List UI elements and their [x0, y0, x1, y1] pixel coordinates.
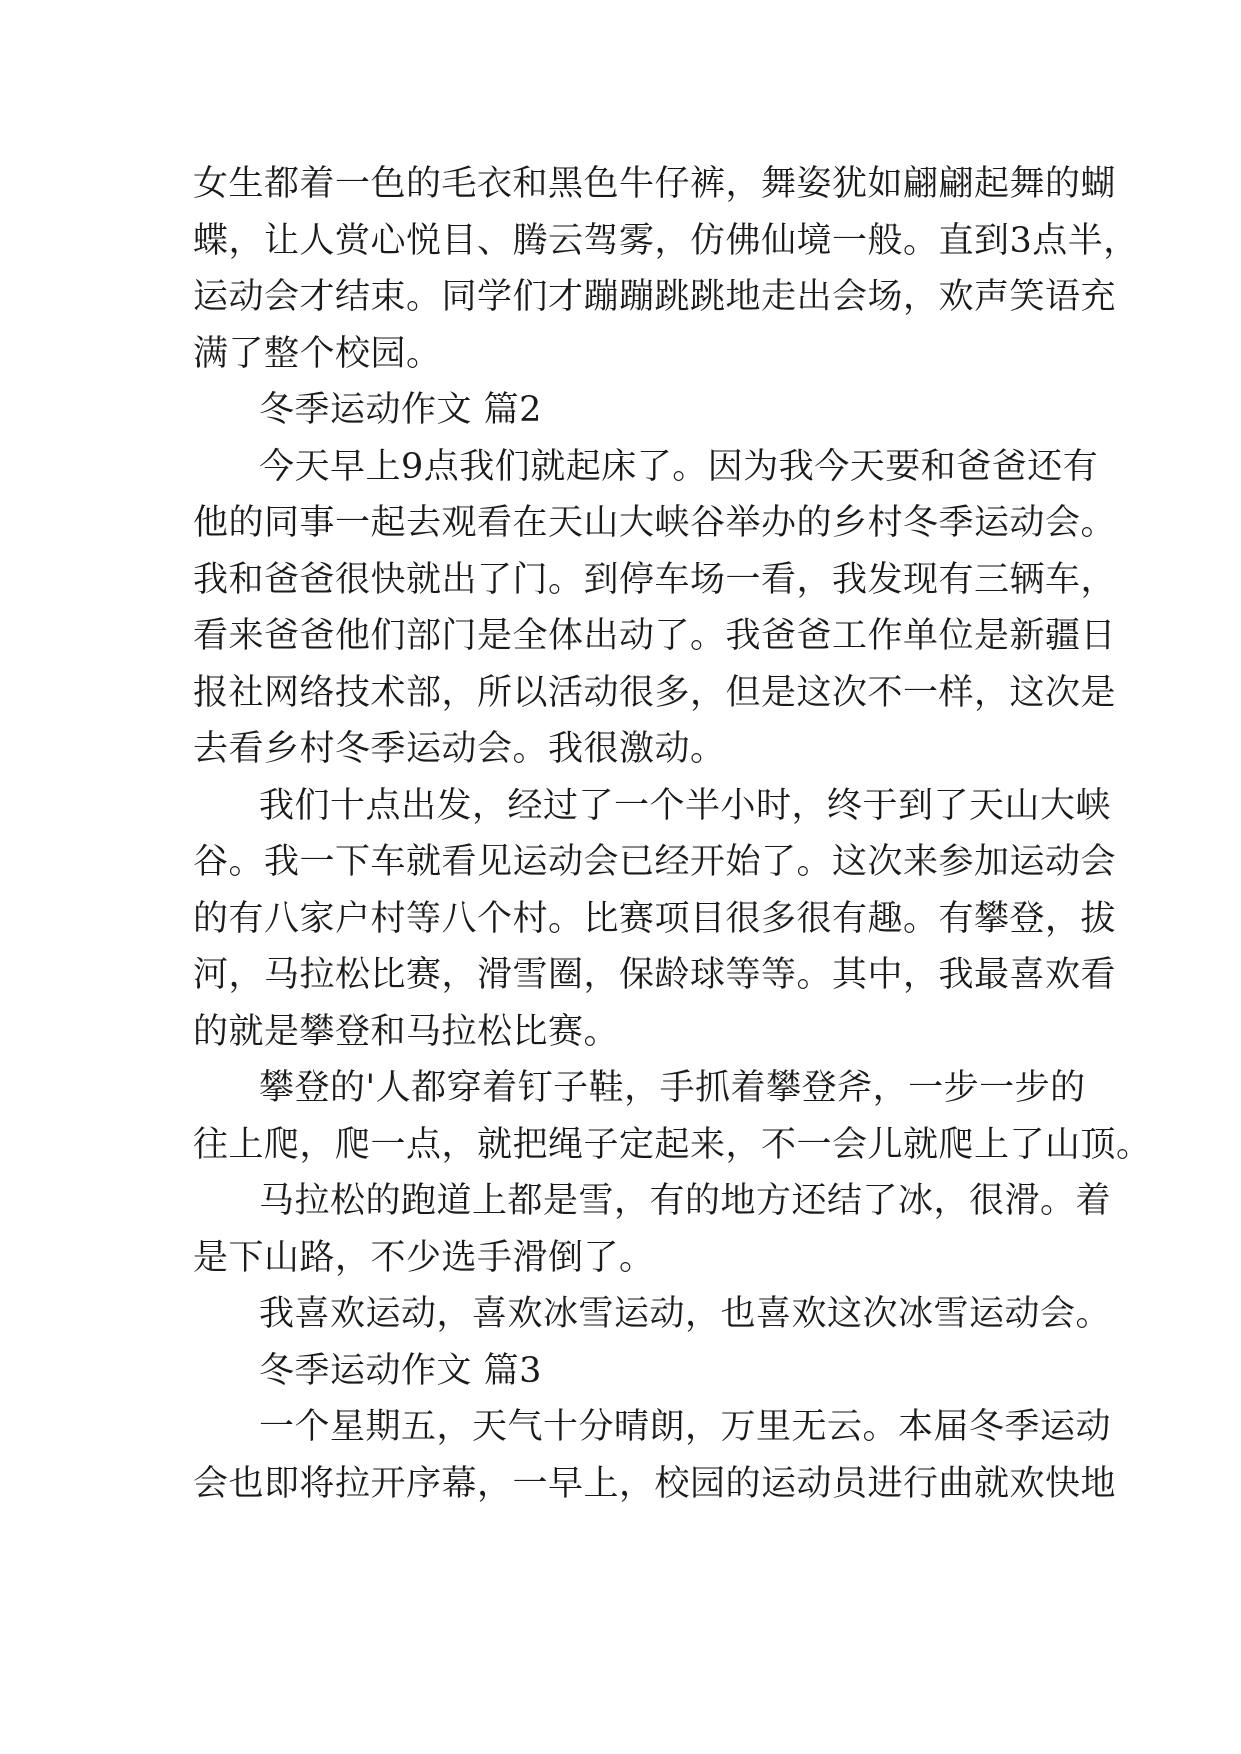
paragraph-start: 我们十点出发，经过了一个半小时，终于到了天山大峡	[259, 785, 1112, 826]
text-line: 他的同事一起去观看在天山大峡谷举办的乡村冬季运动会。	[193, 503, 1117, 543]
text-line: 报社网络技术部，所以活动很多，但是这次不一样，这次是	[193, 672, 1117, 713]
text-line: 河，马拉松比赛，滑雪圈，保龄球等等。其中，我最喜欢看	[193, 955, 1117, 995]
paragraph-start: 今天早上9点我们就起床了。因为我今天要和爸爸还有	[259, 446, 1099, 487]
text-line: 满了整个校园。	[193, 333, 442, 374]
document-body	[193, 156, 1152, 1512]
text-line: 女生都着一色的毛衣和黑色牛仔裤，舞姿犹如翩翩起舞的蝴	[193, 164, 1117, 204]
text-line: 是下山路，不少选手滑倒了。	[193, 1237, 655, 1278]
text-line: 往上爬，爬一点，就把绳子定起来，不一会儿就爬上了山顶。	[193, 1124, 1152, 1165]
paragraph-start: 一个星期五，天气十分晴朗，万里无云。本届冬季运动	[259, 1407, 1112, 1447]
text-line: 蝶，让人赏心悦目、腾云驾雾，仿佛仙境一般。直到3点半，	[193, 220, 1139, 261]
section-heading: 冬季运动作文 篇3	[259, 1350, 542, 1391]
text-line: 会也即将拉开序幕，一早上，校园的运动员进行曲就欢快地	[193, 1463, 1117, 1504]
paragraph-start: 攀登的'人都穿着钉子鞋，手抓着攀登斧，一步一步的	[259, 1068, 1086, 1108]
text-line: 运动会才结束。同学们才蹦蹦跳跳地走出会场，欢声笑语充	[193, 277, 1117, 317]
text-line: 的就是攀登和马拉松比赛。	[193, 1011, 620, 1052]
section-heading: 冬季运动作文 篇2	[259, 390, 542, 430]
text-line: 我和爸爸很快就出了门。到停车场一看，我发现有三辆车，	[193, 559, 1117, 600]
text-line: 的有八家户村等八个村。比赛项目很多很有趣。有攀登，拔	[193, 898, 1117, 939]
paragraph-start: 我喜欢运动，喜欢冰雪运动，也喜欢这次冰雪运动会。	[259, 1294, 1112, 1334]
paragraph-start: 马拉松的跑道上都是雪，有的地方还结了冰，很滑。着	[259, 1181, 1112, 1221]
text-line: 看来爸爸他们部门是全体出动了。我爸爸工作单位是新疆日	[193, 616, 1117, 656]
text-line: 去看乡村冬季运动会。我很激动。	[193, 729, 726, 769]
text-line: 谷。我一下车就看见运动会已经开始了。这次来参加运动会	[193, 842, 1117, 882]
